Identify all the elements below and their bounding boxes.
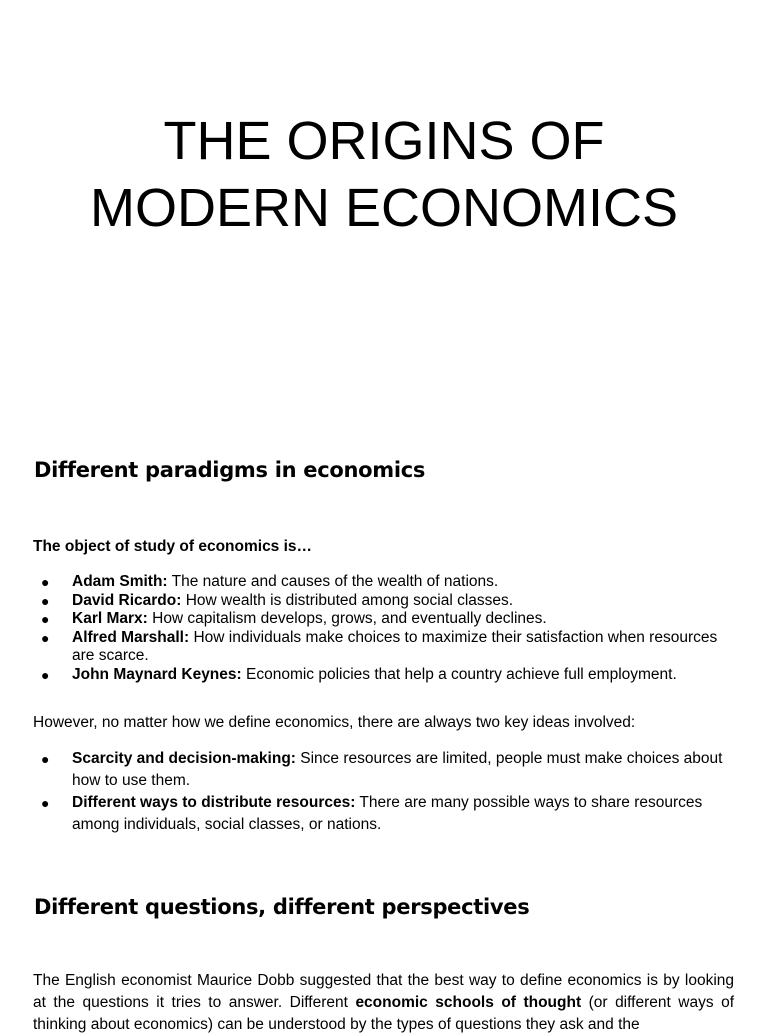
list-item (33, 792, 733, 836)
economists-list (33, 573, 733, 684)
list-item-name: David Ricardo: (72, 591, 182, 609)
paragraph-text-start: The English economist Maurice Dobb suggested that the best way to define economics is by looking at the questions it tries to answer. Different (33, 972, 734, 1011)
bullet-icon: ● (41, 611, 50, 627)
list-item-text: The nature and causes of the wealth of nations. (167, 573, 499, 590)
dobb-paragraph (33, 970, 734, 1036)
list-item-name: Alfred Marshall: (72, 628, 190, 646)
bullet-icon: ● (41, 751, 50, 767)
list-item-name: Scarcity and decision-making: (72, 750, 296, 767)
key-ideas-list (33, 748, 733, 836)
list-item (33, 629, 733, 666)
list-item-text: How wealth is distributed among social classes. (181, 591, 514, 609)
list-item (33, 748, 733, 792)
list-item-text: How capitalism develops, grows, and eventually declines. (147, 610, 547, 627)
paragraph-bold-term: economic schools of thought (355, 994, 582, 1011)
bullet-icon: ● (41, 795, 50, 811)
page-title-line-1: THE ORIGINS OF (163, 111, 605, 171)
bullet-icon: ● (41, 592, 50, 609)
list-item-name: Karl Marx: (72, 610, 148, 627)
list-item-text: Since resources are limited, people must make choices about how to use them. (72, 750, 723, 789)
list-item-text: Economic policies that help a country achieve full employment. (241, 665, 677, 683)
intro-text: The object of study of economics is… (33, 538, 313, 555)
list-item-name: John Maynard Keynes: (72, 665, 242, 683)
list-item (33, 592, 733, 611)
list-item-name: Different ways to distribute resources: (72, 794, 356, 811)
bullet-icon: ● (41, 574, 50, 590)
section-heading-questions: Different questions, different perspectives (34, 895, 530, 919)
list-item-text: There are many possible ways to share resources among individuals, social classes, or nations. (72, 794, 703, 833)
list-item (33, 573, 733, 592)
list-item-name: Adam Smith: (72, 573, 168, 590)
list-item (33, 666, 733, 685)
page-title (0, 108, 768, 242)
list-item-text: How individuals make choices to maximize their satisfaction when resources are scarce. (72, 628, 718, 664)
bullet-icon: ● (41, 629, 50, 646)
page-title-line-2: MODERN ECONOMICS (89, 178, 678, 238)
paragraph-text-end: (or different ways of thinking about economics) can be understood by the types of questions they ask and the (33, 994, 735, 1033)
key-ideas-paragraph: However, no matter how we define economics, there are always two key ideas involved: (33, 714, 636, 731)
bullet-icon: ● (41, 666, 50, 683)
list-item (33, 610, 733, 629)
section-heading-paradigms: Different paradigms in economics (34, 458, 426, 482)
